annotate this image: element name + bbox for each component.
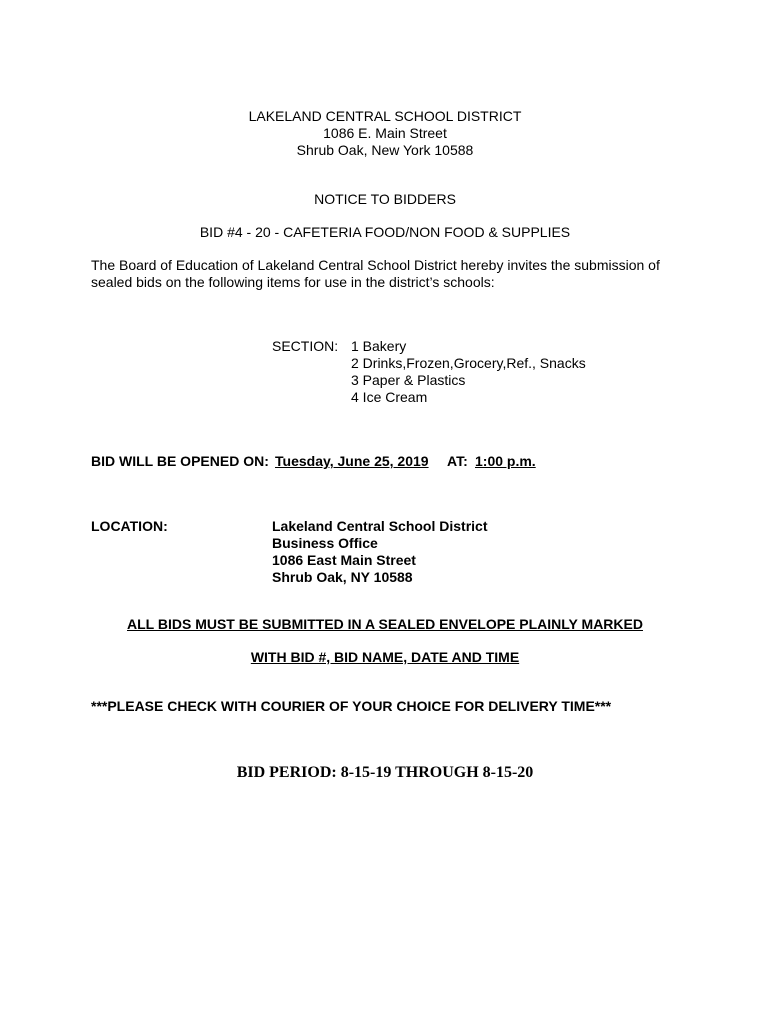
courier-notice: ***PLEASE CHECK WITH COURIER OF YOUR CHOICE FOR DELIVERY TIME*** — [91, 698, 612, 714]
section-item: 1 Bakery — [351, 338, 407, 354]
sealed-notice-text-2: WITH BID #, BID NAME, DATE AND TIME — [250, 649, 520, 665]
location-line: Shrub Oak, NY 10588 — [272, 569, 413, 585]
notice-title: NOTICE TO BIDDERS — [314, 191, 456, 207]
intro-line-2: sealed bids on the following items for use in the district’s schools: — [91, 274, 495, 290]
intro-line-1: The Board of Education of Lakeland Central School District hereby invites the submission of — [91, 257, 660, 273]
sealed-notice-line-2 — [0, 649, 770, 666]
opening-time: 1:00 p.m. — [475, 453, 536, 469]
opening-at-label: AT: — [447, 453, 468, 469]
section-item: 4 Ice Cream — [351, 389, 428, 405]
bid-title: BID #4 - 20 - CAFETERIA FOOD/NON FOOD & SUPPLIES — [199, 224, 571, 240]
sealed-notice-text-1: ALL BIDS MUST BE SUBMITTED IN A SEALED ENVELOPE PLAINLY MARKED — [127, 616, 643, 632]
district-name: LAKELAND CENTRAL SCHOOL DISTRICT — [248, 108, 522, 124]
section-label: SECTION: — [272, 338, 339, 354]
section-item: 3 Paper & Plastics — [351, 372, 466, 388]
location-line: 1086 East Main Street — [272, 552, 416, 568]
intro-paragraph — [91, 257, 660, 291]
district-city: Shrub Oak, New York 10588 — [296, 142, 474, 158]
location-address — [272, 518, 488, 586]
section-item: 2 Drinks,Frozen,Grocery,Ref., Snacks — [351, 355, 586, 371]
district-street: 1086 E. Main Street — [323, 125, 447, 141]
opening-label: BID WILL BE OPENED ON: — [91, 453, 269, 469]
sealed-notice-line-1 — [0, 616, 770, 633]
location-line: Business Office — [272, 535, 378, 551]
letterhead — [0, 108, 770, 159]
opening-date: Tuesday, June 25, 2019 — [275, 453, 429, 469]
location-label: LOCATION: — [91, 518, 168, 534]
location-line: Lakeland Central School District — [272, 518, 488, 534]
bid-period: BID PERIOD: 8-15-19 THROUGH 8-15-20 — [236, 764, 534, 781]
section-list — [351, 338, 586, 406]
